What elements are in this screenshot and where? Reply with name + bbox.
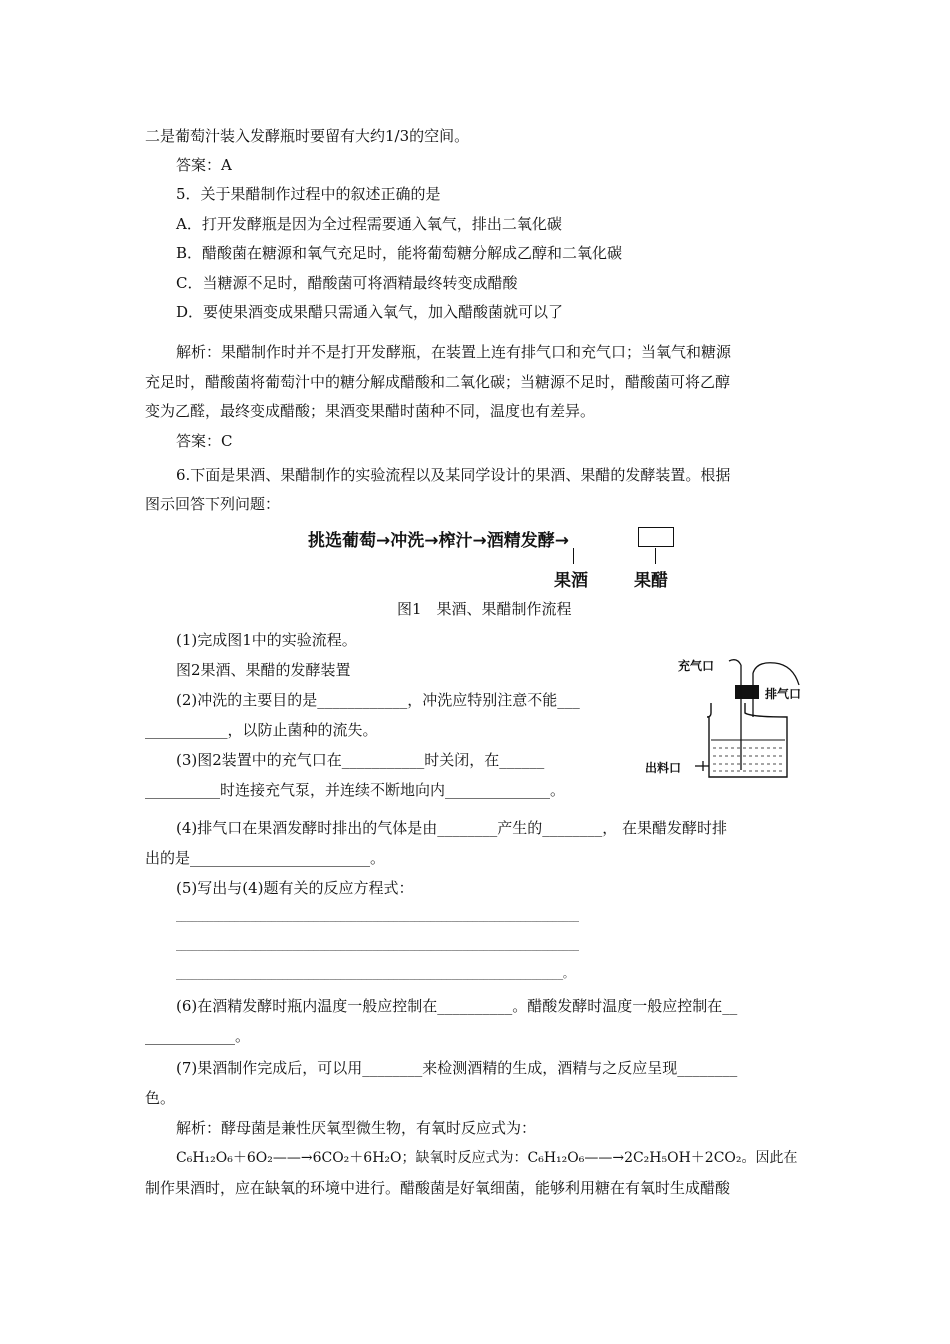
sub-question-4: (4)排气口在果酒发酵时排出的气体是由________产生的________， 在果醋发酵时排 xyxy=(176,819,728,837)
text-line: 出的是________________________。 xyxy=(145,849,386,867)
answer-line: 答案：A xyxy=(176,156,232,174)
label-fruit-wine: 果酒 xyxy=(554,571,588,591)
flow-chart-figure xyxy=(308,524,688,590)
analysis-line: 变为乙醛，最终变成醋酸；果酒变果醋时菌种不同，温度也有差异。 xyxy=(145,402,596,420)
text-line: ____________。 xyxy=(145,1027,251,1045)
label-fruit-vinegar: 果醋 xyxy=(634,571,668,591)
analysis-line: 解析：果醋制作时并不是打开发酵瓶，在装置上连有排气口和充气口；当氧气和糖源 xyxy=(176,343,732,361)
figure-caption: 图1 果酒、果醋制作流程 xyxy=(397,600,572,618)
sub-question-2: (2)冲洗的主要目的是____________，冲洗应特别注意不能___ xyxy=(176,691,580,709)
text-line: 色。 xyxy=(145,1089,176,1107)
fermentation-apparatus-figure xyxy=(645,655,830,780)
blank-box xyxy=(638,527,674,547)
label-outlet: 出料口 xyxy=(645,761,682,775)
answer-blank-line: ____________________________________________________________________________ xyxy=(176,909,579,922)
text-line: 二是葡萄汁装入发酵瓶时要留有大约1/3的空间。 xyxy=(145,127,470,145)
question-6: 6.下面是果酒、果醋制作的实验流程以及某同学设计的果酒、果醋的发酵装置。根据 xyxy=(176,466,731,484)
analysis-line: 充足时，醋酸菌将葡萄汁中的糖分解成醋酸和二氧化碳；当糖源不足时，醋酸菌可将乙醇 xyxy=(145,373,731,391)
answer-line: 答案：C xyxy=(176,432,233,450)
sub-question-3: (3)图2装置中的充气口在___________时关闭，在______ xyxy=(176,751,545,769)
text-line: ___________，以防止菌种的流失。 xyxy=(145,721,378,739)
option-c: C．当糖源不足时，醋酸菌可将酒精最终转变成醋酸 xyxy=(176,274,518,292)
question-5: 5．关于果醋制作过程中的叙述正确的是 xyxy=(176,185,441,203)
flow-steps: 挑选葡萄→冲洗→榨汁→酒精发酵→ xyxy=(308,531,569,551)
label-air-inlet: 充气口 xyxy=(678,659,715,673)
equation-line: C₆H₁₂O₆＋6O₂——→6CO₂＋6H₂O；缺氧时反应式为：C₆H₁₂O₆——→2C₂H₅OH＋2CO₂。因此在 xyxy=(176,1150,798,1166)
answer-blank-line: ____________________________________________________________________________ xyxy=(176,938,579,951)
answer-blank-line: _________________________________________________________________________。 xyxy=(176,967,574,980)
sub-question-6: (6)在酒精发酵时瓶内温度一般应控制在__________。醋酸发酵时温度一般应控制在__ xyxy=(176,997,738,1015)
option-b: B．醋酸菌在糖源和氧气充足时，能将葡萄糖分解成乙醇和二氧化碳 xyxy=(176,244,623,262)
analysis-line: 制作果酒时，应在缺氧的环境中进行。醋酸菌是好氧细菌，能够利用糖在有氧时生成醋酸 xyxy=(145,1179,731,1197)
analysis-line: 解析：酵母菌是兼性厌氧型微生物，有氧时反应式为： xyxy=(176,1119,537,1137)
text-line: __________时连接充气泵，并连续不断地向内______________。 xyxy=(145,781,566,799)
arrow-down-icon xyxy=(655,548,656,564)
label-exhaust-port: 排气口 xyxy=(765,687,802,701)
arrow-down-icon xyxy=(573,548,574,564)
sub-question-5: (5)写出与(4)题有关的反应方程式： xyxy=(176,879,414,897)
option-a: A．打开发酵瓶是因为全过程需要通入氧气，排出二氧化碳 xyxy=(176,215,562,233)
text-line: 图示回答下列问题： xyxy=(145,495,281,513)
figure-2-title: 图2果酒、果醋的发酵装置 xyxy=(176,661,351,679)
option-d: D．要使果酒变成果醋只需通入氧气，加入醋酸菌就可以了 xyxy=(176,303,564,321)
sub-question-1: (1)完成图1中的实验流程。 xyxy=(176,631,357,649)
sub-question-7: (7)果酒制作完成后，可以用________来检测酒精的生成，酒精与之反应呈现________ xyxy=(176,1059,738,1077)
